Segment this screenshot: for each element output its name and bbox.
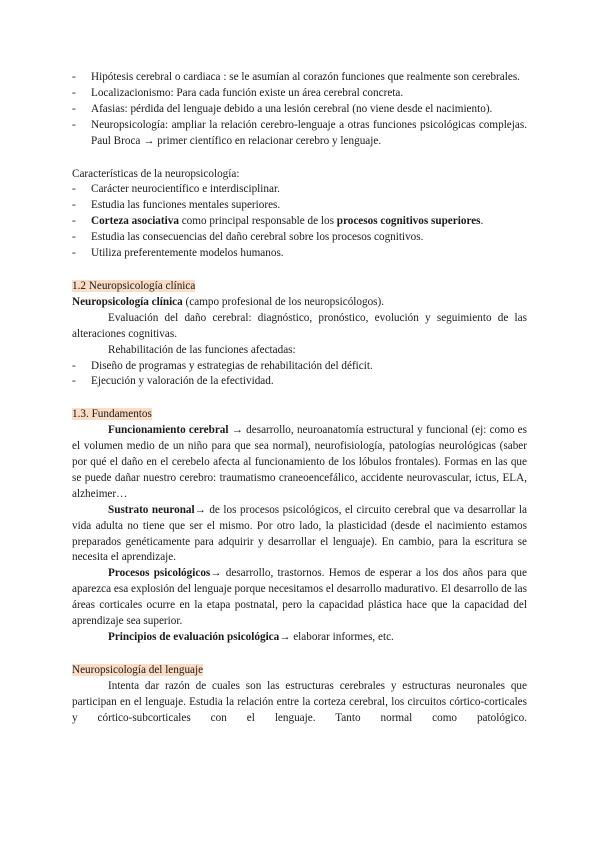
list-item: - Neuropsicología: ampliar la relación cerebro-lenguaje a otras funciones psicológicas complejas. Paul Broca → primer científico en relacionar cerebro y lenguaje.: [72, 118, 527, 147]
list-item: - Localizacionismo: Para cada función existe un área cerebral concreta.: [72, 86, 404, 99]
list-item: - Corteza asociativa como principal responsable de los procesos cognitivos superiores.: [72, 215, 484, 228]
paragraph: Funcionamiento cerebral → desarrollo, neuroanatomía estructural y funcional (ej: como es el volumen medio de un niño para que sea normal), neurofisiología, patologías neurológicas (saber por qué el daño en el cerebelo afecta al funcionamiento de los lóbulos frontales). Formas en las que se puede dañar nuestro cerebro: traumatismo craneoencefálico, accidente neurovascular, ictus, ELA, alzheimer…: [72, 424, 527, 500]
document-page: [72, 70, 527, 727]
list-item: - Carácter neurocientífico e interdisciplinar.: [72, 183, 280, 196]
list-item: - Hipótesis cerebral o cardiaca : se le asumían al corazón funciones que realmente son cerebrales.: [72, 71, 520, 83]
section-fundamentos: [72, 407, 527, 646]
section-clinica: 1.2 Neuropsicología clínica Neuropsicología clínica (campo profesional de los neuropsicólogos). Evaluación del daño cerebral: diagnóstico, pronóstico, evolución y seguimiento de las alteraciones cognitivas. Rehabilitación de las funciones afectadas: - Diseño de programas y estrategias de rehabilitación del déficit. - Ejecución y valoración de la efectividad.: [72, 279, 527, 390]
section-heading: 1.3. Fundamentos: [72, 408, 152, 421]
paragraph: Rehabilitación de las funciones afectadas:: [108, 343, 296, 356]
history-list: [72, 70, 527, 150]
list-item: - Estudia las funciones mentales superiores.: [72, 199, 281, 212]
paragraph: Sustrato neuronal→ de los procesos psicológicos, el circuito cerebral que va desarrollar la vida adulta no tiene que ser el mismo. Por otro lado, la plasticidad (desde el nacimiento estamos preparados genéticamente para adquirir y desarrollar el lenguaje). En cambio, para la escritura se necesita el aprendizaje.: [72, 503, 527, 564]
characteristics-list: [72, 182, 527, 262]
paragraph: Principios de evaluación psicológica→ elaborar informes, etc.: [108, 631, 394, 643]
paragraph: Intenta dar razón de cuales son las estructuras cerebrales y estructuras neuronales que participan en el lenguaje. Estudia la relación entre la corteza cerebral, los circuitos córtico-corticales y córtico-subcorticales con el lenguaje. Tanto normal como patológico.: [72, 679, 527, 724]
section-heading: Neuropsicología del lenguaje: [72, 663, 204, 676]
section-lenguaje: [72, 663, 527, 727]
paragraph: Evaluación del daño cerebral: diagnóstico, pronóstico, evolución y seguimiento de las alteraciones cognitivas.: [72, 311, 527, 340]
characteristics-title: Características de la neuropsicología:: [72, 167, 240, 180]
paragraph: Procesos psicológicos→ desarrollo, trastornos. Hemos de esperar a los dos años para que aparezca esa explosión del lenguaje porque necesitamos el desarrollo madurativo. El desarrollo de las áreas corticales ocurre en la etapa postnatal, pero la capacidad plástica hace que la capacidad del aprendizaje sea superior.: [72, 567, 527, 628]
section-heading: 1.2 Neuropsicología clínica: [72, 279, 196, 292]
list-item: - Ejecución y valoración de la efectividad.: [72, 375, 274, 388]
list-item: - Utiliza preferentemente modelos humanos.: [72, 247, 284, 260]
list-item: - Diseño de programas y estrategias de rehabilitación del déficit.: [72, 359, 373, 372]
list-item: - Afasias: pérdida del lenguaje debido a una lesión cerebral (no viene desde el nacimiento).: [72, 102, 493, 115]
list-item: - Estudia las consecuencias del daño cerebral sobre los procesos cognitivos.: [72, 231, 424, 244]
